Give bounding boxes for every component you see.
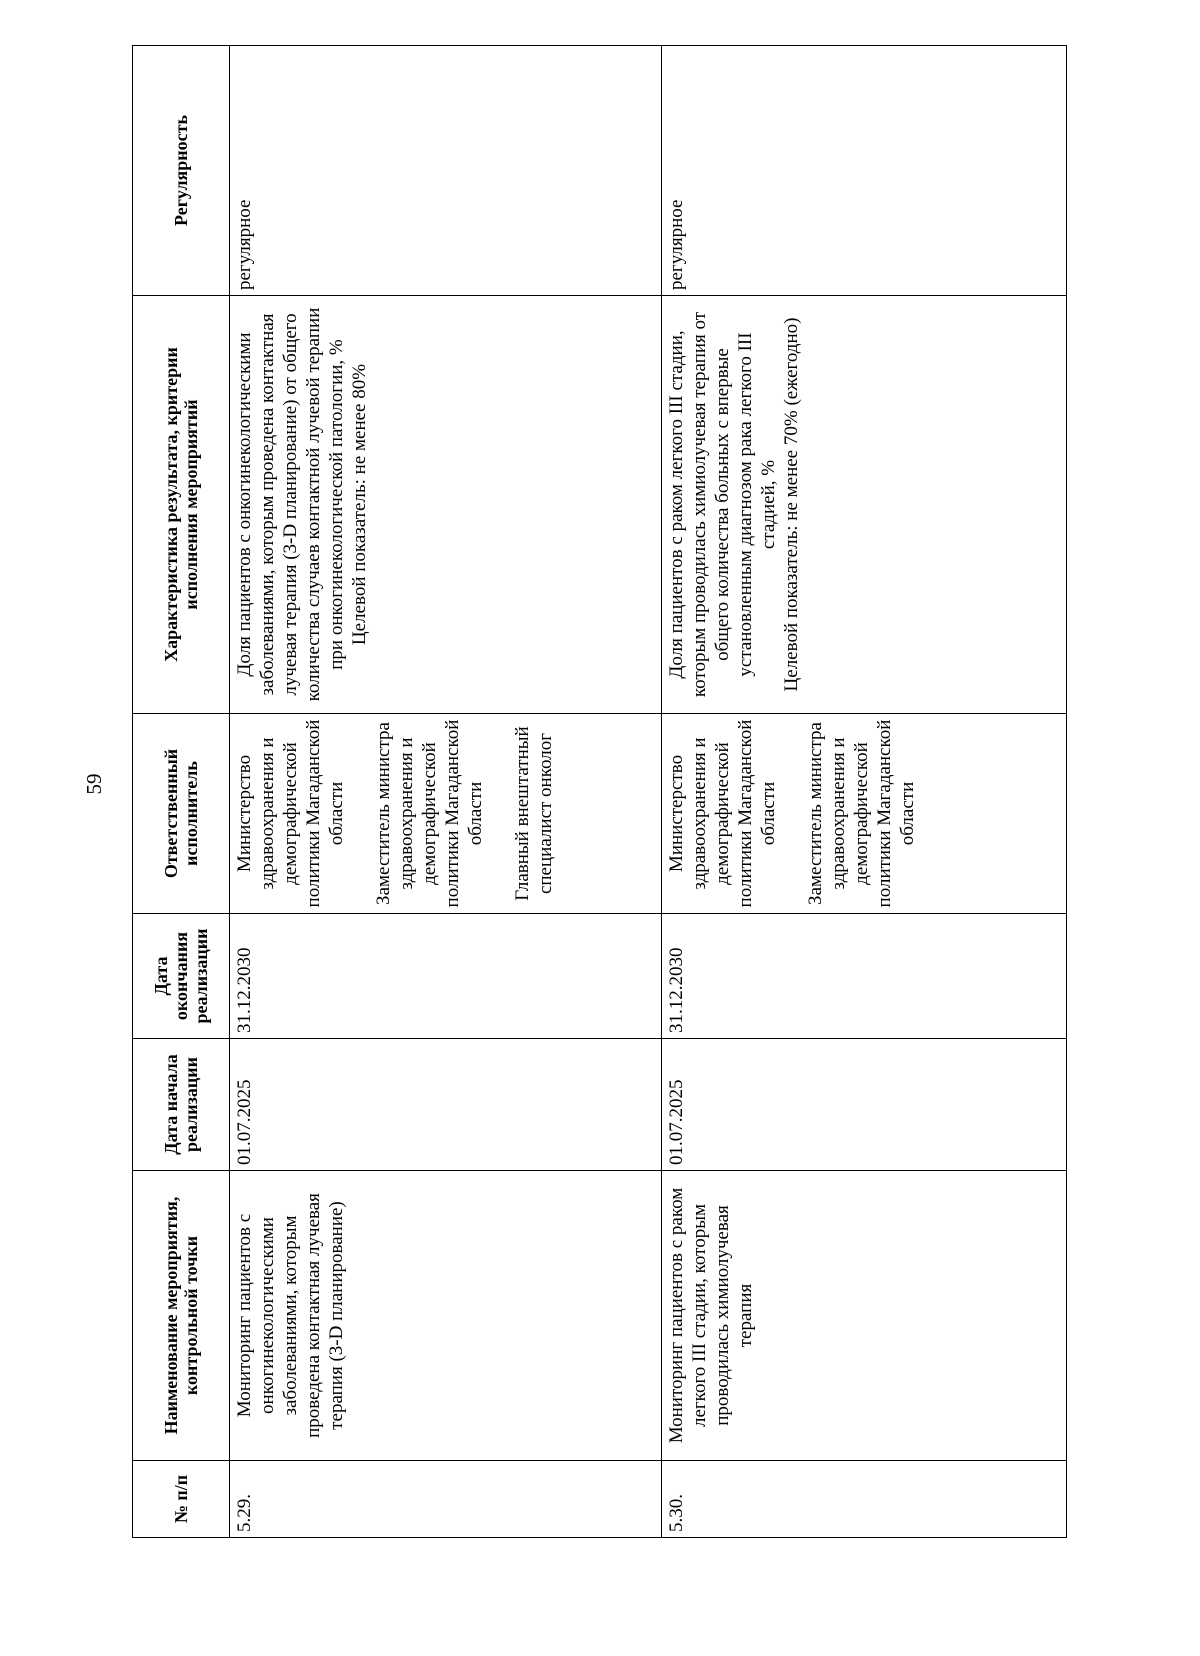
table-row — [662, 46, 1067, 1538]
row-num: 5.30. — [662, 1461, 1067, 1538]
measures-table — [132, 45, 1067, 1538]
row-regularity: регулярное — [662, 46, 1067, 296]
row-num: 5.29. — [230, 1461, 662, 1538]
row-regularity: регулярное — [230, 46, 662, 296]
row-end-date: 31.12.2030 — [230, 914, 662, 1039]
responsible-item: Министерство здравоохранения и демографической политики Магаданской области — [666, 719, 779, 908]
row-criteria — [662, 296, 1067, 714]
row-measure-name: Мониторинг пациентов с раком легкого III стадии, которым проводилась химиолучевая терапия — [662, 1171, 1067, 1461]
table-header-row — [133, 46, 230, 1538]
responsible-item: Заместитель министра здравоохранения и демографической политики Магаданской области — [373, 719, 486, 908]
row-responsible — [230, 714, 662, 914]
header-regularity: Регулярность — [133, 46, 230, 296]
criteria-target: Целевой показатель: не менее 80% — [349, 363, 370, 646]
row-start-date: 01.07.2025 — [662, 1039, 1067, 1171]
responsible-item: Главный внештатный специалист онколог — [512, 726, 556, 901]
header-end: Дата окончания реализации — [133, 914, 230, 1039]
responsible-item: Заместитель министра здравоохранения и демографической политики Магаданской области — [805, 719, 918, 908]
row-responsible — [662, 714, 1067, 914]
row-measure-name: Мониторинг пациентов с онкогинекологическими заболеваниями, которым проведена контактная лучевая терапия (3-D планирование) — [230, 1171, 662, 1461]
responsible-item: Министерство здравоохранения и демографической политики Магаданской области — [234, 719, 347, 908]
row-criteria — [230, 296, 662, 714]
header-criteria: Характеристика результата, критерии исполнения мероприятий — [133, 296, 230, 714]
table-row — [230, 46, 662, 1538]
criteria-description: Доля пациентов с раком легкого III стадии, которым проводилась химиолучевая терапия от общего количества больных с впервые установленным диагнозом рака легкого III стадией, % — [666, 311, 779, 698]
page-number: 59 — [82, 773, 106, 795]
header-name: Наименование мероприятия, контрольной точки — [133, 1171, 230, 1461]
row-start-date: 01.07.2025 — [230, 1039, 662, 1171]
criteria-target: Целевой показатель: не менее 70% (ежегодно) — [781, 317, 802, 692]
row-end-date: 31.12.2030 — [662, 914, 1067, 1039]
criteria-description: Доля пациентов с онкогинекологическими заболеваниями, которым проведена контактная лучевая терапия (3-D планирование) от общего количества случаев контактной лучевой терапии при онкогинекологической патологии, % — [234, 307, 347, 702]
header-responsible: Ответственный исполнитель — [133, 714, 230, 914]
header-num: № п/п — [133, 1461, 230, 1538]
rotated-table-container — [132, 46, 1067, 1538]
header-start: Дата начала реализации — [133, 1039, 230, 1171]
